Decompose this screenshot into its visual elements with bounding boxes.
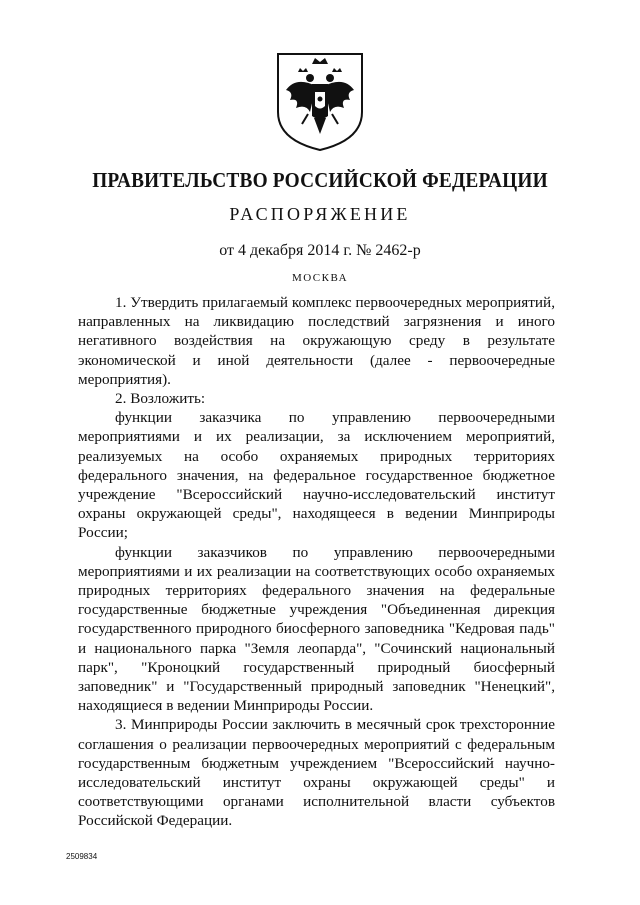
- document-type: РАСПОРЯЖЕНИЕ: [229, 204, 411, 224]
- document-title: ПРАВИТЕЛЬСТВО РОССИЙСКОЙ ФЕДЕРАЦИИ: [92, 168, 548, 192]
- paragraph-5: 3. Минприроды России заключить в месячный срок трехсторонние соглашения о реализации первоочередных мероприятий с федеральным государственным бюджетным учреждением "Всероссийский научно-исследовательский институт охраны окружающей среды" и соответствующими органами исполнительной власти субъектов Российской Федерации.: [78, 716, 555, 830]
- paragraph-2: 2. Возложить:: [115, 390, 206, 408]
- document-city: МОСКВА: [291, 272, 349, 284]
- document-body: [78, 293, 555, 831]
- paragraph-1: 1. Утвердить прилагаемый комплекс первоочередных мероприятий, направленных на ликвидацию последствий загрязнения и иного негативного воздействия на окружающую среду в результате экономической и иной деятельности (далее - первоочередные мероприятия).: [78, 294, 555, 388]
- document-date-number: от 4 декабря 2014 г. № 2462-р: [219, 242, 421, 259]
- paragraph-4: функции заказчиков по управлению первоочередными мероприятиями и их реализации на соответствующих особо охраняемых природных территориях федерального значения на федеральные государственные бюджетные учреждения "Объединенная дирекция государственного природного биосферного заповедника "Кедровая падь" и национального парка "Земля леопарда", "Сочинский национальный парк", "Кроноцкий государственный природный биосферный заповедник" и "Государственный природный заповедник "Ненецкий", находящиеся в ведении Минприроды России.: [78, 543, 555, 715]
- coat-of-arms-emblem-icon: [272, 50, 368, 154]
- document-code: 2509834: [66, 852, 98, 861]
- paragraph-3: функции заказчика по управлению первоочередными мероприятиями и их реализации, за исключением мероприятий, реализуемых на особо охраняемых природных территориях федерального значения, на федеральное государственное бюджетное учреждение "Всероссийский научно-исследовательский институт охраны окружающей среды", находящееся в ведении Минприроды России;: [78, 409, 555, 542]
